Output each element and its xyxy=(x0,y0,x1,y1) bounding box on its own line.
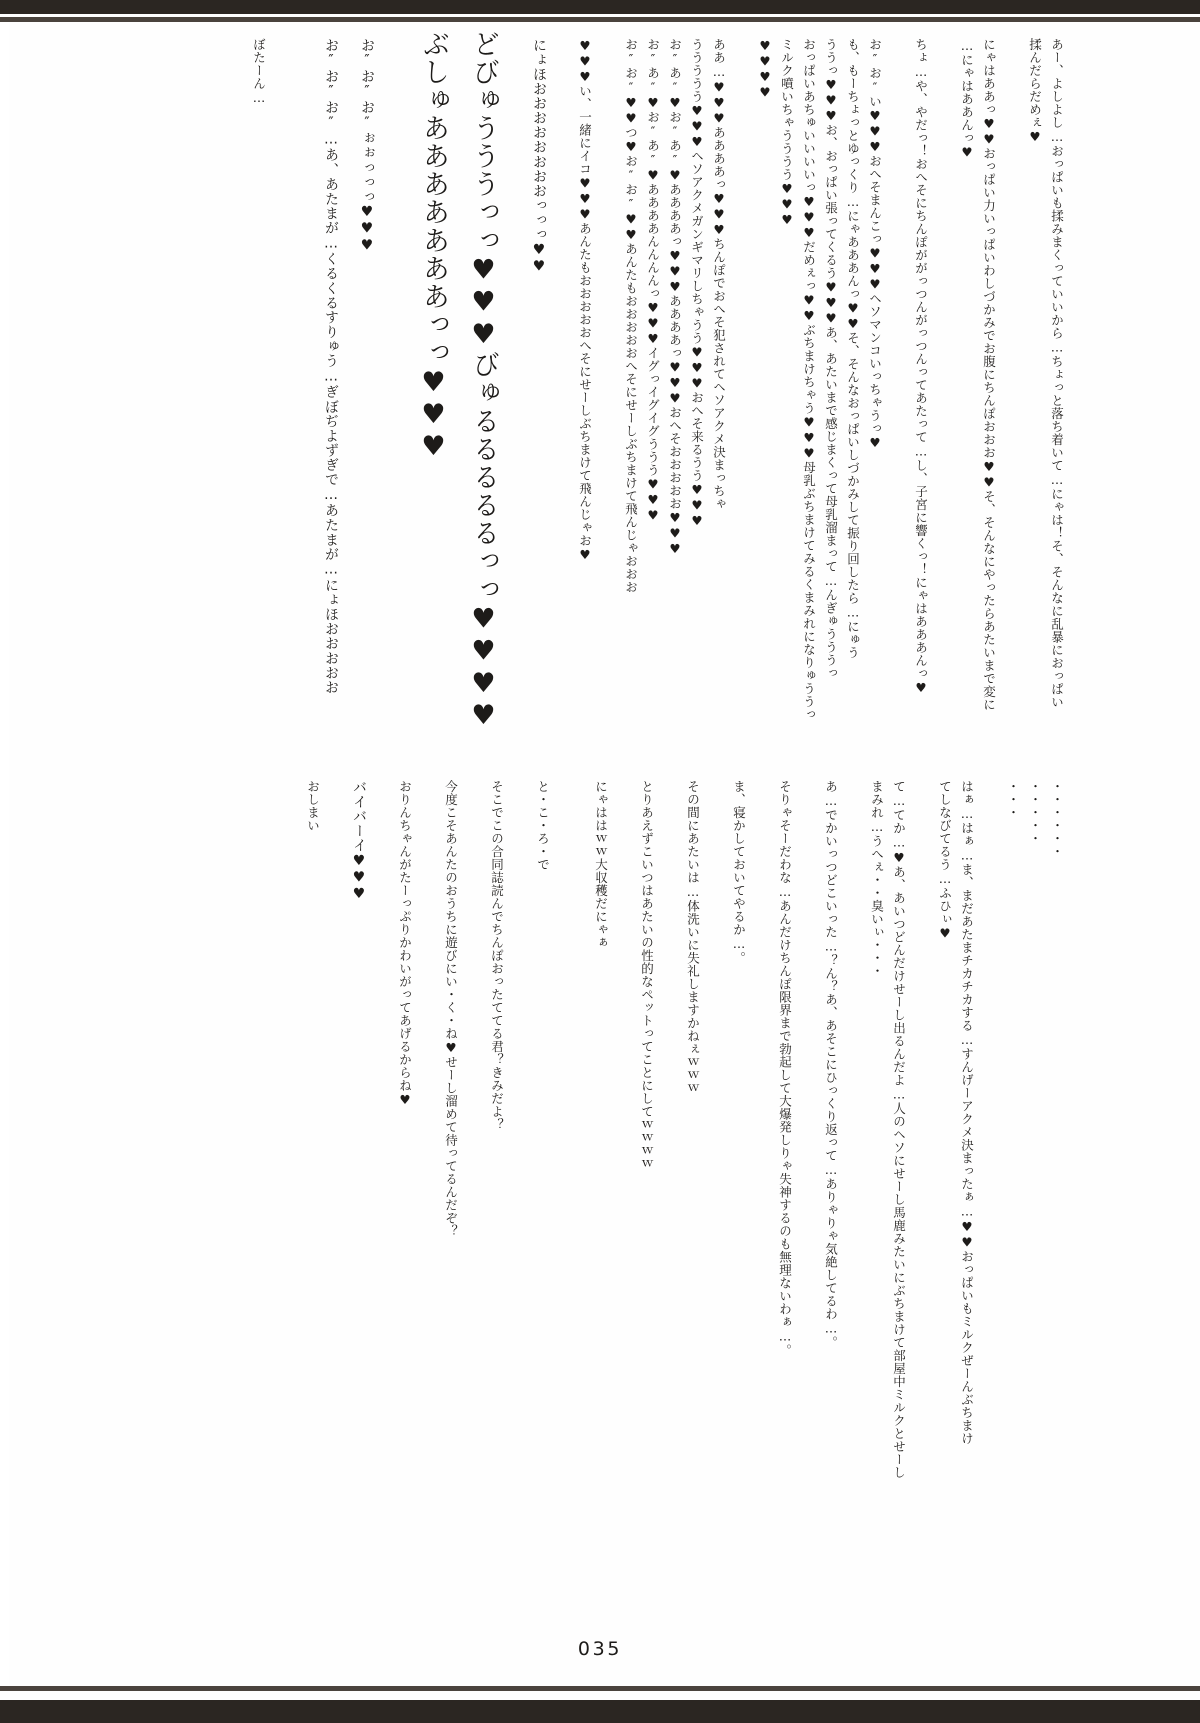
dialogue-column: ・・・・・ xyxy=(1027,780,1043,845)
dialogue-column: 揉んだらだめぇ♥ xyxy=(1027,38,1043,145)
top-bar-primary xyxy=(0,0,1200,14)
dialogue-column: お″お″お″ぉぉっっっ♥♥♥ xyxy=(359,38,375,254)
dialogue-column: も、もーちょっとゆっくり…にゃあああんっ♥♥そ、そんなおっぱいしづかみして振り回したら…にゅう xyxy=(845,38,861,659)
dialogue-column: ♥♥♥い、一緒にイコ♥♥♥あんたもおおおおおへそにせーしぶちまけて飛んじゃお♥ xyxy=(577,38,593,563)
dialogue-column: てしなびてるう…ふひぃ♥ xyxy=(937,780,953,941)
dialogue-column: ちょ…や、やだっ！おへそにちんぽががっつんがっつんってあたって…し、子宮に響くっ！にゃはあああんっ♥ xyxy=(913,38,929,696)
dialogue-column: あ…でかいっつどこいった…？ん？あ、あそこにひっくり返って…ありゃりゃ気絶してるわ…。 xyxy=(823,780,839,1349)
dialogue-column: ぼたーん… xyxy=(251,38,267,106)
dialogue-column: ・・・・・・ xyxy=(1049,780,1065,858)
dialogue-column: にゃははｗｗ大収穫だにゃぁ xyxy=(593,780,609,949)
bottom-bar-secondary xyxy=(0,1686,1200,1691)
dialogue-column: バイバーイ♥♥♥ xyxy=(351,780,367,903)
dialogue-column: とりあえずこいつはあたいの性的なペットってことにしてｗｗｗｗ xyxy=(639,780,655,1170)
dialogue-column: お″あ″♥お″あ″♥ああああっ♥♥♥ああああっ♥♥♥おへそおおおおお♥♥♥ xyxy=(667,38,683,557)
dialogue-column: ううううう♥♥♥ヘソアクメガンギマリしちゃうう♥♥♥おへそ来るうう♥♥♥ xyxy=(689,38,705,529)
dialogue-column: にゃはああっ♥♥おっぱい力いっぱいわしづかみでお腹にちんぽおおお♥♥そ、そんなにやったらあたいまで変に xyxy=(981,38,997,711)
dialogue-column: ぶしゅあああああああっっ♥♥♥ xyxy=(418,30,449,464)
dialogue-column: おっぱいあちゅいいいいっ♥♥♥だめぇっ♥♥ぶちまけちゃう♥♥♥母乳ぶちまけてみるくまみれになりゅううっ xyxy=(801,38,817,721)
dialogue-column: そりゃそーだわな…あんだけちんぽ限界まで勃起して大爆発しりゃ失神するのも無理ないわぁ…。 xyxy=(777,780,793,1357)
dialogue-column: はぁ…はぁ…ま、まだあたまチカチカする…すんげーアクメ決まったぁ…♥♥おっぱいもミルクぜーんぶちまけ xyxy=(959,780,975,1445)
dialogue-column: そこでこの合同誌読んでちんぽおったててる君？きみだよ？ xyxy=(489,780,505,1131)
dialogue-column: おしまい xyxy=(305,780,321,832)
dialogue-column: ・・・ xyxy=(1005,780,1021,819)
dialogue-column: お″あ″♥お″あ″♥ああああんんんんっ♥♥♥イグっイグイグううう♥♥♥ xyxy=(645,38,661,523)
dialogue-column: ううっ♥♥♥お、おっぱい張ってくるう♥♥♥あ、あたいまで感じまくって母乳溜まって…んぎゅうううっ xyxy=(823,38,839,680)
dialogue-column: と・こ・ろ・で xyxy=(535,780,551,871)
dialogue-column: その間にあたいは…体洗いに失礼しますかねぇｗｗｗ xyxy=(685,780,701,1095)
dialogue-column: て…てか…♥あ、あいつどんだけせーし出るんだよ…人のヘソにせーし馬鹿みたいにぶちまけて部屋中ミルクとせーし xyxy=(891,780,907,1479)
bottom-bar-primary xyxy=(0,1700,1200,1723)
top-bar-secondary xyxy=(0,17,1200,22)
dialogue-column: お″お″い♥♥♥おへそまんこっ♥♥♥ヘソマンコいっちゃうっ♥ xyxy=(867,38,883,451)
dialogue-column: ♥♥♥♥ xyxy=(757,38,773,100)
dialogue-column: にょほおおおおおおおおっっっ♥♥ xyxy=(531,38,547,275)
dialogue-column: どびゅうううっっ♥♥♥びゅるるるるるっっ♥♥♥♥ xyxy=(468,30,499,732)
dialogue-column: おりんちゃんがたーっぷりかわいがってあげるからね♥ xyxy=(397,780,413,1108)
dialogue-column: 今度こそあんたのおうちに遊びにい・く・ね♥せーし溜めて待ってるんだぞ？ xyxy=(443,780,459,1238)
left-margin xyxy=(0,22,9,1686)
dialogue-column: まみれ…うへぇ・・臭いぃ・・・ xyxy=(869,780,885,978)
dialogue-column: お″お″お″…あ、あたまが…くるくるすりゅう…ぎぼぢよずぎで…あたまが…にょほおおおおお xyxy=(323,38,339,695)
dialogue-column: ミルク噴いちゃうううう♥♥♥ xyxy=(779,38,795,228)
dialogue-column: ああ…♥♥♥ああああっ♥♥♥ちんぽでおへそ犯されてヘソアクメ決まっちゃ xyxy=(711,38,727,511)
dialogue-column: …にゃはああんっ♥ xyxy=(959,38,975,160)
dialogue-column: お″お″♥♥つ♥お″お″♥♥あんたもおおおおおへそにせーしぶちまけて飛んじゃおおお xyxy=(623,38,639,594)
page-number: 035 xyxy=(577,1638,623,1660)
dialogue-column: ま、寝かしておいてやるか…。 xyxy=(731,780,747,965)
dialogue-column: あー、よしよし…おっぱいも揉みまくっていいから…ちょっと落ち着いて…にゃは！そ、そんなに乱暴におっぱい xyxy=(1049,38,1065,709)
